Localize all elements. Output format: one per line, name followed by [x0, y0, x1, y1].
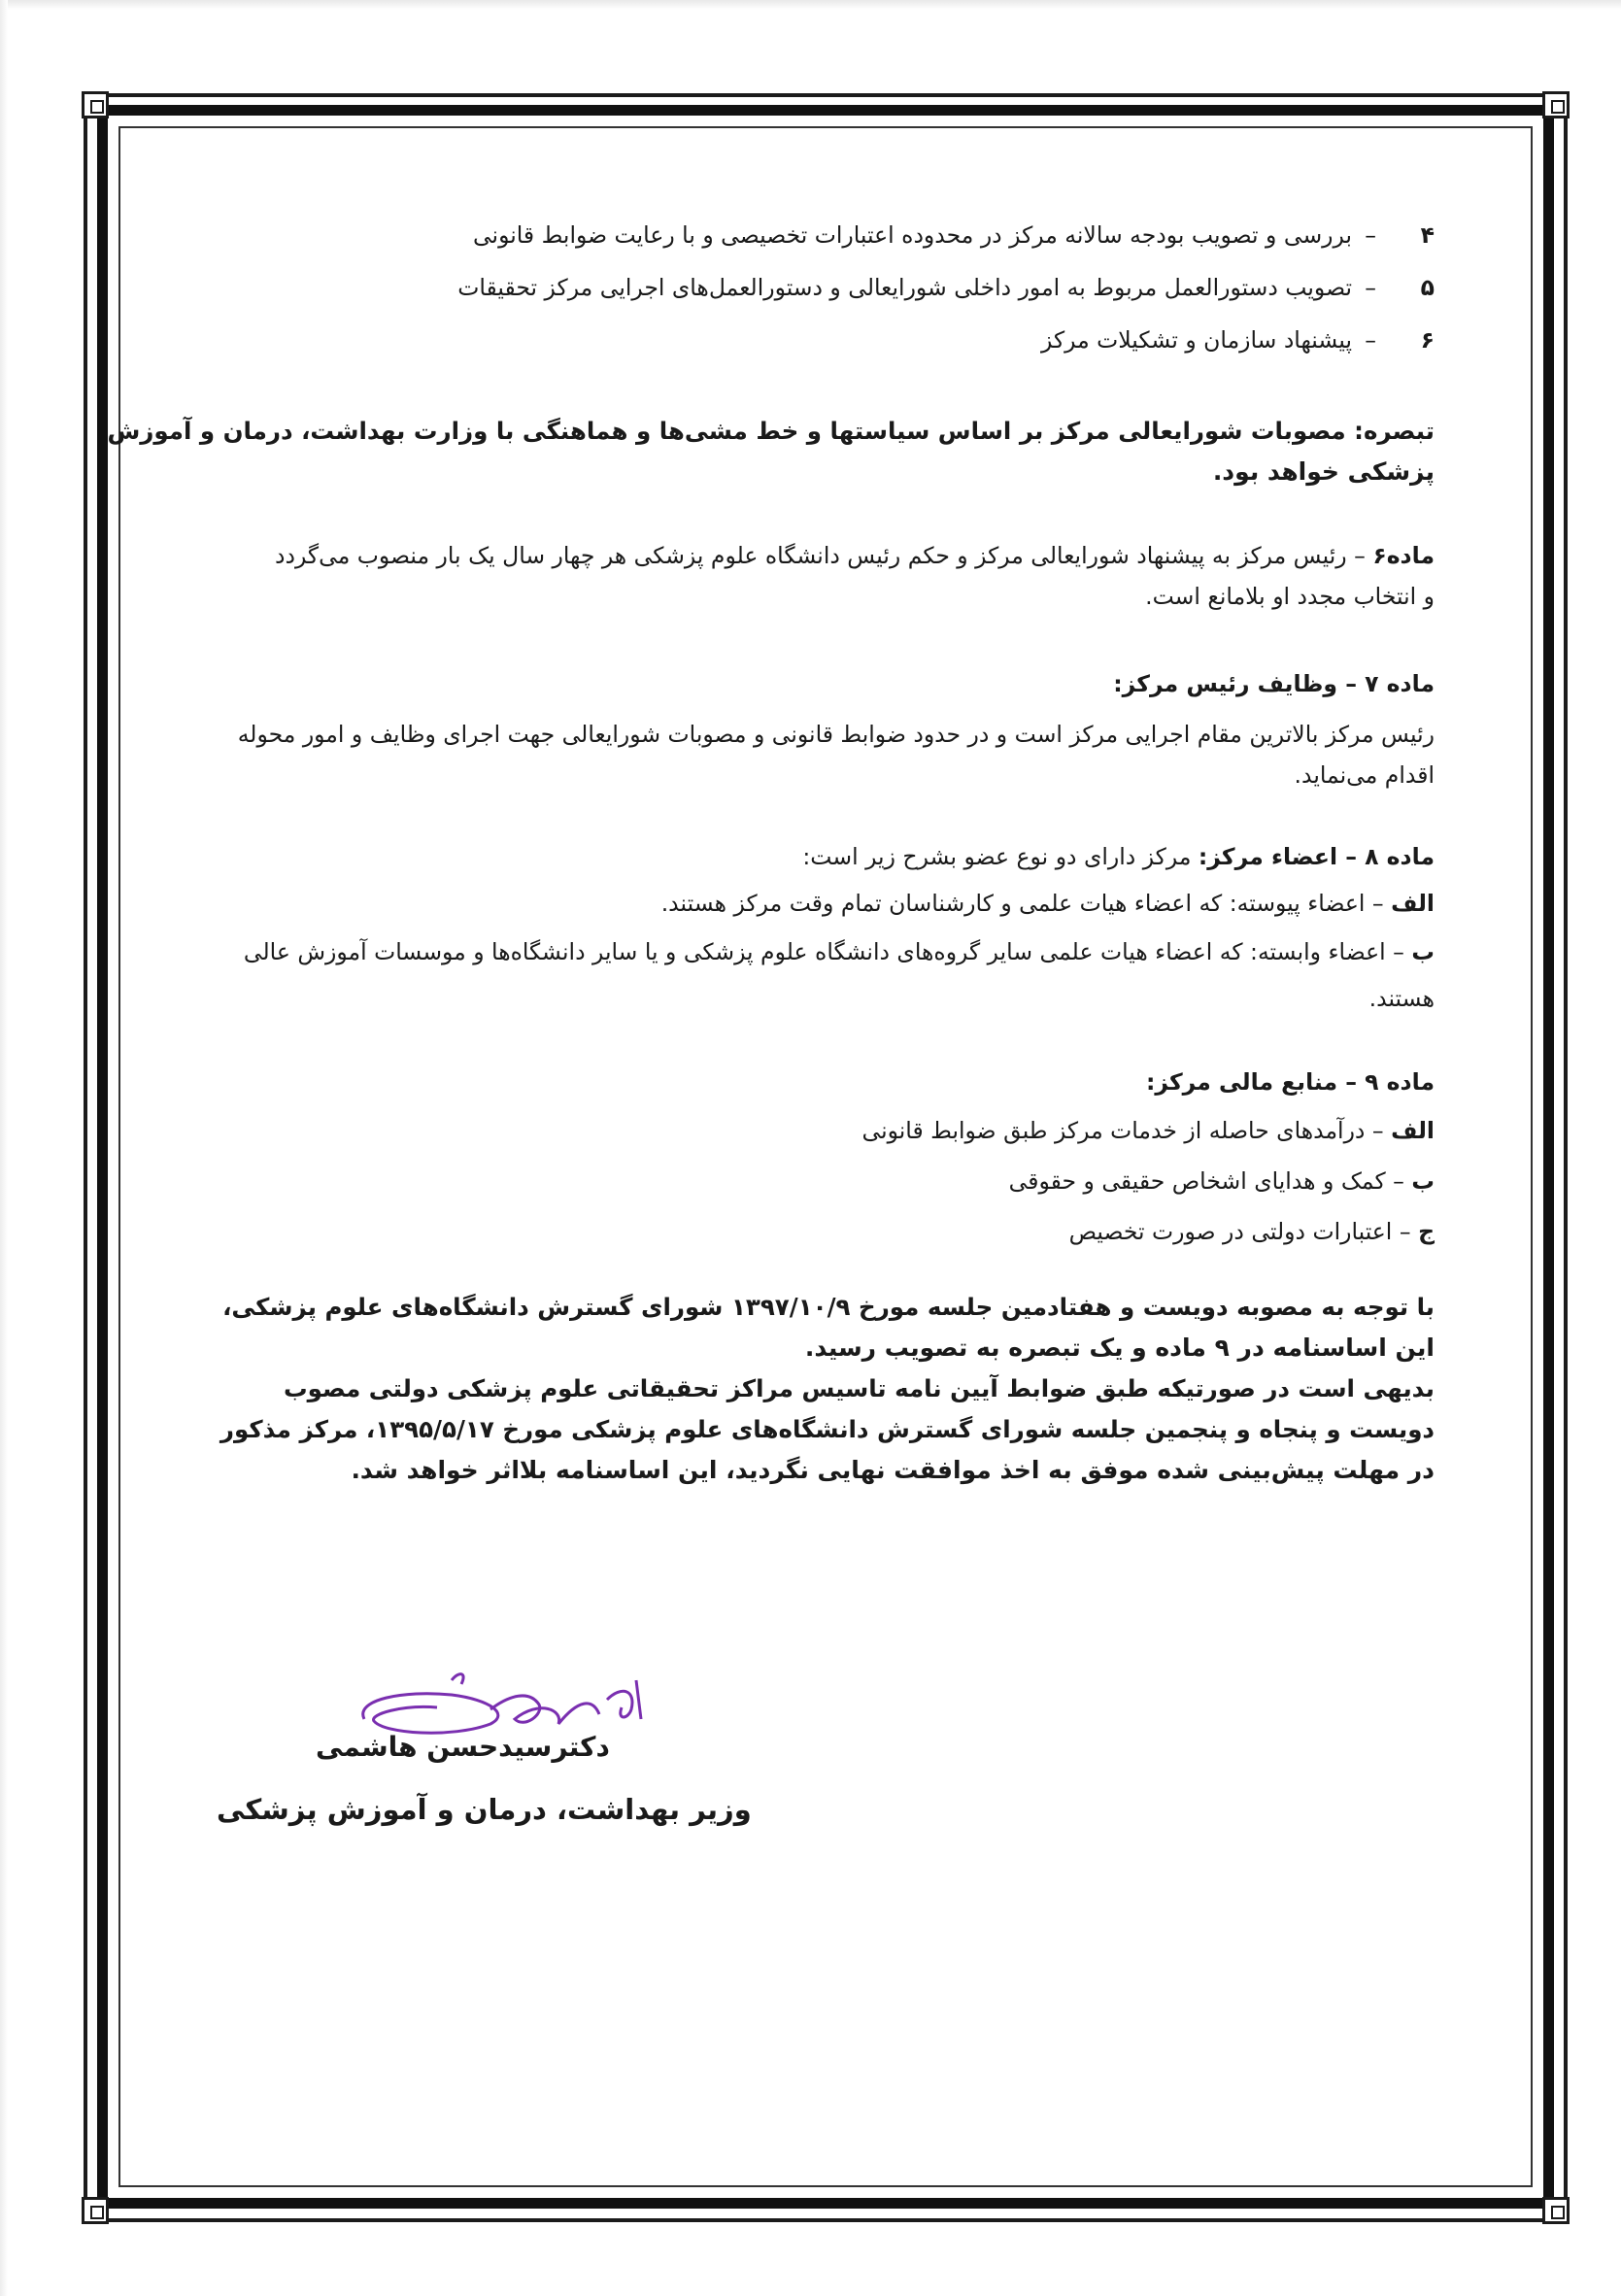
article-9: ماده ۹ – منابع مالی مرکز: الف – درآمدهای حاصله از خدمات مرکز طبق ضوابط قانونی ب – کمک و هدایای اشخاص حقیقی و حقوقی ج – اعتبارات دولتی در صورت تخصیص [209, 1065, 1435, 1248]
border-corner-top-right [1542, 91, 1570, 118]
list-item-text: تصویب دستورالعمل مربوط به امور داخلی شورایعالی و دستورالعمل‌های اجرایی مرکز تحقیقات [457, 274, 1352, 301]
list-item [209, 323, 1435, 376]
clause-alef-label: الف [1391, 890, 1435, 917]
list-item-number: ۴ [1420, 221, 1435, 249]
list-item-dash: – [1365, 221, 1376, 249]
article-7-heading: ماده ۷ – وظایف رئیس مرکز: [1113, 670, 1435, 697]
list-item-dash: – [1365, 326, 1376, 354]
note-line: تبصره: مصوبات شورایعالی مرکز بر اساس سیاستها و خط مشی‌ها و هماهنگی با وزارت بهداشت، درمان و آموزش [107, 417, 1435, 445]
article-9-heading: ماده ۹ – منابع مالی مرکز: [1146, 1068, 1435, 1096]
article-6 [209, 539, 1435, 613]
scan-edge-top [0, 0, 1621, 10]
list-item-text: بررسی و تصویب بودجه سالانه مرکز در محدوده اعتبارات تخصیصی و با رعایت ضوابط قانونی [472, 221, 1352, 249]
funding-item-text: کمک و هدایای اشخاص حقیقی و حقوقی [1008, 1167, 1386, 1195]
list-item-number: ۶ [1420, 326, 1435, 354]
signatory-name: دکترسیدحسن هاشمی [316, 1731, 610, 1763]
article-7-text-cont: اقدام می‌نماید. [1294, 761, 1435, 789]
article-7 [209, 667, 1435, 792]
funding-item-label: الف [1391, 1117, 1435, 1144]
list-item [209, 219, 1435, 271]
signatory-title: وزیر بهداشت، درمان و آموزش پزشکی [217, 1793, 752, 1826]
signature-block [209, 1661, 753, 1836]
document-body [107, 219, 1435, 1491]
article-8-intro: مرکز دارای دو نوع عضو بشرح زیر است: [802, 843, 1192, 870]
closing-paragraph [209, 1287, 1435, 1491]
article-6-label: ماده۶ [1372, 542, 1435, 569]
article-6-text: رئیس مرکز به پیشنهاد شورایعالی مرکز و حکم رئیس دانشگاه علوم پزشکی هر چهار سال یک بار منصوب می‌گردد [275, 542, 1347, 569]
clause-alef-text: اعضاء پیوسته: که اعضاء هیات علمی و کارشناسان تمام وقت مرکز هستند. [660, 890, 1366, 917]
border-corner-bottom-right [1542, 2197, 1570, 2224]
article-8: ماده ۸ – اعضاء مرکز: مرکز دارای دو نوع عضو بشرح زیر است: الف – اعضاء پیوسته: که اعضاء هیات علمی و کارشناسان تمام وقت مرکز هستند. ب – اعضاء وابسته: که اعضاء هیات علمی سایر گروه‌های دانشگاه علوم پزشکی و یا سایر دانشگاه‌ها و موسسات آموزش عالی هستند. [209, 840, 1435, 1015]
note-paragraph [107, 411, 1435, 492]
article-8-heading: ماده ۸ – اعضاء مرکز: [1198, 843, 1435, 870]
list-item-number: ۵ [1420, 274, 1435, 301]
scan-edge-left [0, 0, 8, 2296]
clause-be-text: اعضاء وابسته: که اعضاء هیات علمی سایر گروه‌های دانشگاه علوم پزشکی و یا سایر دانشگاه‌ها و موسسات آموزش عالی [243, 938, 1386, 965]
closing-line: با توجه به مصوبه دویست و هفتادمین جلسه مورخ ۱۳۹۷/۱۰/۹ شورای گسترش دانشگاه‌های علوم پزشکی، [222, 1293, 1435, 1321]
funding-item-label: ج [1418, 1218, 1435, 1245]
border-corner-bottom-left [82, 2197, 109, 2224]
clause-be-label: ب [1411, 938, 1435, 965]
article-6-text-cont: و انتخاب مجدد او بلامانع است. [1145, 583, 1435, 610]
note-line: پزشکی خواهد بود. [1212, 457, 1435, 486]
closing-line: این اساسنامه در ۹ ماده و یک تبصره به تصویب رسید. [804, 1334, 1435, 1362]
list-item-dash: – [1365, 274, 1376, 301]
list-item [209, 271, 1435, 323]
article-dash: – [1346, 542, 1366, 569]
funding-item-label: ب [1411, 1167, 1435, 1195]
clause-be-text-cont: هستند. [1368, 985, 1435, 1012]
closing-line: دویست و پنجاه و پنجمین جلسه شورای گسترش دانشگاه‌های علوم پزشکی مورخ ۱۳۹۵/۵/۱۷، مرکز مذکور [220, 1415, 1435, 1443]
list-item-text: پیشنهاد سازمان و تشکیلات مرکز [1040, 326, 1352, 354]
closing-line: بدیهی است در صورتیکه طبق ضوابط آیین نامه تاسیس مراکز تحقیقاتی علوم پزشکی دولتی مصوب [283, 1374, 1435, 1402]
funding-item-text: درآمدهای حاصله از خدمات مرکز طبق ضوابط قانونی [861, 1117, 1366, 1144]
border-corner-top-left [82, 91, 109, 118]
funding-item-text: اعتبارات دولتی در صورت تخصیص [1068, 1218, 1393, 1245]
council-duties-list [209, 219, 1435, 376]
article-7-text: رئیس مرکز بالاترین مقام اجرایی مرکز است و در حدود ضوابط قانونی و مصوبات شورایعالی جهت اجرای وظایف و امور محوله [237, 721, 1435, 748]
closing-line: در مهلت پیش‌بینی شده موفق به اخذ موافقت نهایی نگردید، این اساسنامه بلااثر خواهد شد. [351, 1456, 1435, 1484]
